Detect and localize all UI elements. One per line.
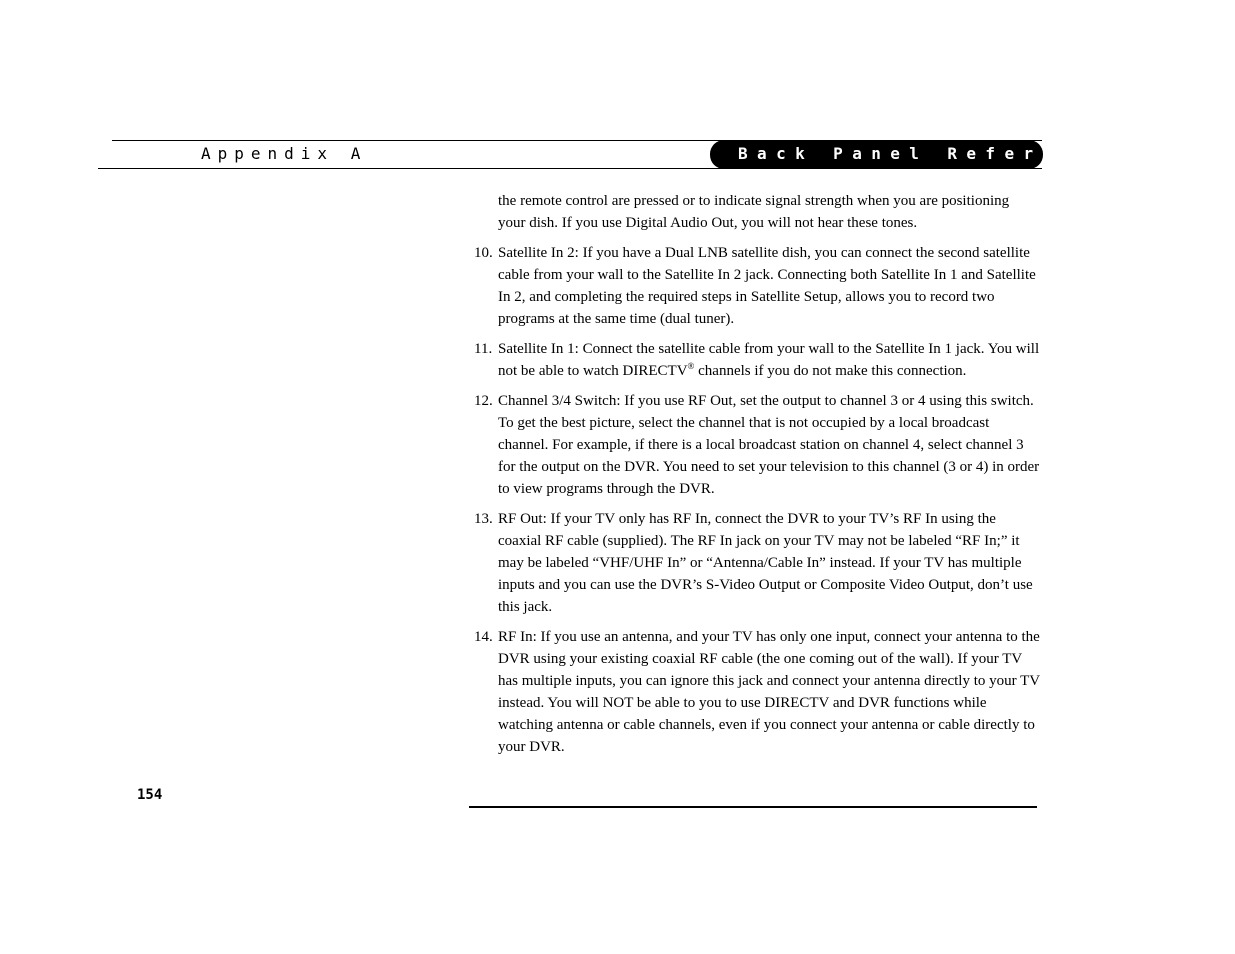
item-text: RF In: If you use an antenna, and your TV has only one input, connect your antenna to the DVR using your existing coaxial RF cable (the one coming out of the wall). If your TV has multiple inputs, you can ignore this jack and connect your antenna directly to your TV instead. You will NOT be able to you to use DIRECTV and DVR functions while watching antenna or cable channels, even if you connect your antenna or cable directly to your DVR. [498,629,1040,755]
list-item [470,626,1040,758]
list-item [470,508,1040,618]
list-item [470,242,1040,330]
item-number: 10. [474,245,493,261]
item-text: Satellite In 2: If you have a Dual LNB satellite dish, you can connect the second satellite cable from your wall to the Satellite In 2 jack. Connecting both Satellite In 1 and Satellite In 2, and completing the required steps in Satellite Setup, allows you to record two programs at the same time (dual tuner). [498,245,1036,327]
continuation-paragraph: the remote control are pressed or to indicate signal strength when you are positioning your dish. If you use Digital Audio Out, you will not hear these tones. [498,193,1010,231]
footer-rule [469,806,1037,808]
section-label: Back Panel Reference [738,144,1119,163]
list-item [470,338,1040,382]
item-text [498,341,1039,379]
registered-mark: ® [687,361,695,371]
item-number: 13. [474,511,493,527]
item-number: 11. [474,341,493,357]
item-text-part: channels if you do not make this connection. [694,363,967,379]
list-item [470,390,1040,500]
item-text: RF Out: If your TV only has RF In, connect the DVR to your TV’s RF In using the coaxial RF cable (supplied). The RF In jack on your TV may not be labeled “RF In;” it may be labeled “VHF/UHF In” or “Antenna/Cable In” instead. If your TV has multiple inputs and you can use the DVR’s S-Video Output or Composite Video Output, don’t use this jack. [498,511,1033,615]
body-text [470,190,1040,766]
item-text-part: Satellite In 1: Connect the satellite cable from your wall to the Satellite In 1 jack. You will not be able to watch DIRECTV [498,341,1040,379]
chapter-label: Appendix A [201,144,368,163]
item-number: 12. [474,393,493,409]
item-number: 14. [474,629,493,645]
page-number: 154 [137,787,163,803]
item-text: Channel 3/4 Switch: If you use RF Out, set the output to channel 3 or 4 using this switch. To get the best picture, select the channel that is not occupied by a local broadcast channel. For example, if there is a local broadcast station on channel 4, select channel 3 for the output on the DVR. You need to set your television to this channel (3 or 4) in order to view programs through the DVR. [498,393,1040,497]
